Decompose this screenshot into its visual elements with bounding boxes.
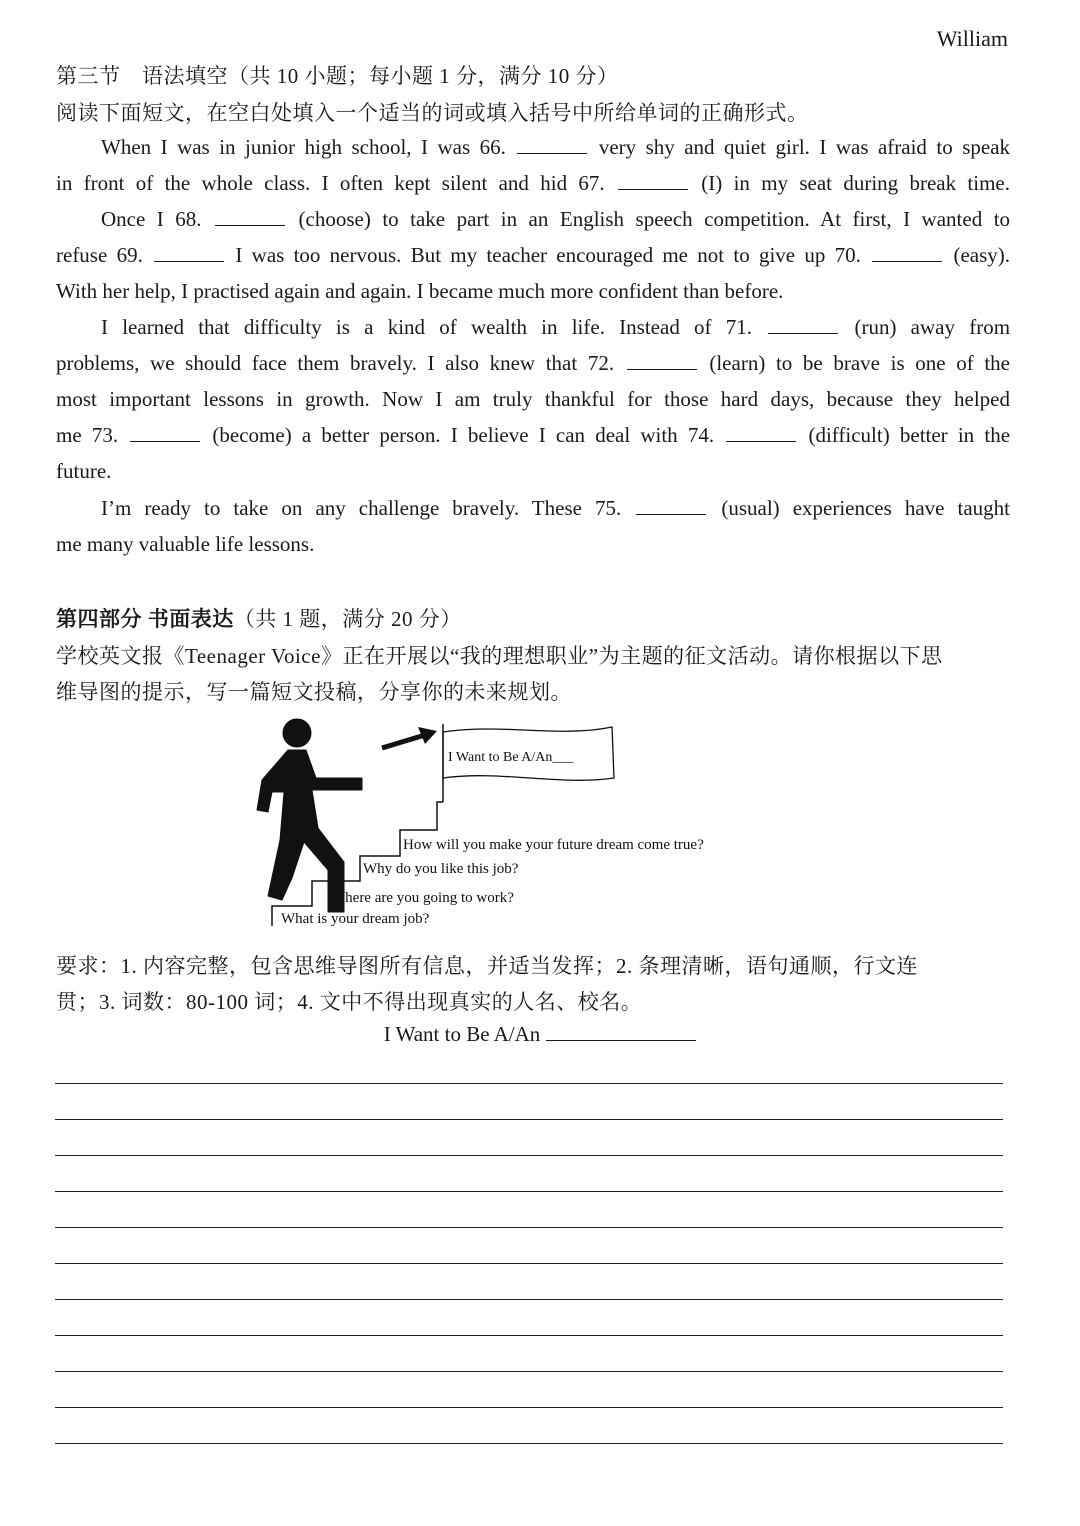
writing-line[interactable] — [55, 1191, 1003, 1192]
step-2-question: Where are you going to work? — [331, 890, 514, 906]
writing-line[interactable] — [55, 1407, 1003, 1408]
blank-72[interactable] — [627, 351, 697, 370]
author-name: William — [936, 26, 1008, 51]
passage-line-3: Once I 68. (choose) to take part in an English speech competition. At first, I wanted to — [101, 207, 1011, 231]
writing-line[interactable] — [55, 1335, 1003, 1336]
writing-line[interactable] — [55, 1083, 1003, 1084]
writing-line[interactable] — [55, 1263, 1003, 1264]
blank-67[interactable] — [618, 171, 688, 190]
blank-71[interactable] — [768, 315, 838, 334]
essay-title-blank[interactable] — [546, 1022, 696, 1041]
section3-instruction: 阅读下面短文，在空白处填入一个适当的词或填入括号中所给单词的正确形式。 — [56, 101, 809, 125]
step-4-question: How will you make your future dream come true? — [403, 837, 704, 853]
flag-text: I Want to Be A/An___ — [448, 750, 574, 765]
mindmap-figure — [0, 700, 1080, 940]
passage-line-4: refuse 69. I was too nervous. But my teacher encouraged me not to give up 70. (easy). — [56, 243, 1011, 267]
passage-line-2: in front of the whole class. I often kept silent and hid 67. (I) in my seat during break time. — [56, 171, 1010, 195]
step-3-question: Why do you like this job? — [363, 861, 519, 877]
blank-73[interactable] — [130, 423, 200, 442]
writing-line[interactable] — [55, 1155, 1003, 1156]
passage-line-7: problems, we should face them bravely. I also knew that 72. (learn) to be brave is one of the — [56, 351, 1011, 375]
blank-68[interactable] — [215, 207, 285, 226]
requirements-line-2: 贯；3. 词数：80-100 词；4. 文中不得出现真实的人名、校名。 — [56, 990, 643, 1014]
step-1-question: What is your dream job? — [281, 911, 430, 927]
essay-title: I Want to Be A/An — [0, 1022, 1080, 1047]
passage-line-6: I learned that difficulty is a kind of wealth in life. Instead of 71. (run) away from — [101, 315, 1011, 339]
writing-line[interactable] — [55, 1227, 1003, 1228]
blank-70[interactable] — [872, 243, 942, 262]
blank-66[interactable] — [517, 135, 587, 154]
section4-instruction-2: 维导图的提示，写一篇短文投稿，分享你的未来规划。 — [56, 680, 572, 704]
blank-75[interactable] — [636, 496, 706, 515]
walking-person-icon — [257, 719, 362, 912]
passage-line-5: With her help, I practised again and again. I became much more confident than before. — [56, 279, 784, 303]
section3-title: 第三节 语法填空（共 10 小题；每小题 1 分，满分 10 分） — [56, 64, 619, 88]
section4-instruction-1: 学校英文报《Teenager Voice》正在开展以“我的理想职业”为主题的征文活动。请你根据以下思 — [56, 644, 943, 668]
passage-line-9: me 73. (become) a better person. I believe I can deal with 74. (difficult) better in the — [56, 423, 1011, 447]
blank-69[interactable] — [154, 243, 224, 262]
writing-line[interactable] — [55, 1299, 1003, 1300]
passage-line-8: most important lessons in growth. Now I am truly thankful for those hard days, because they helped — [56, 387, 1010, 411]
writing-line[interactable] — [55, 1443, 1003, 1444]
section4-title: 第四部分 书面表达（共 1 题，满分 20 分） — [56, 607, 462, 631]
writing-line[interactable] — [55, 1371, 1003, 1372]
writing-line[interactable] — [55, 1119, 1003, 1120]
requirements-line-1: 要求：1. 内容完整，包含思维导图所有信息，并适当发挥；2. 条理清晰，语句通顺，行文连 — [56, 954, 918, 978]
blank-74[interactable] — [726, 423, 796, 442]
passage-line-1: When I was in junior high school, I was 66. very shy and quiet girl. I was afraid to speak — [101, 135, 1011, 159]
passage-line-12: me many valuable life lessons. — [56, 532, 315, 556]
passage-line-11: I’m ready to take on any challenge bravely. These 75. (usual) experiences have taught — [101, 496, 1011, 520]
passage-line-10: future. — [56, 459, 112, 483]
arrow-icon — [382, 727, 437, 748]
